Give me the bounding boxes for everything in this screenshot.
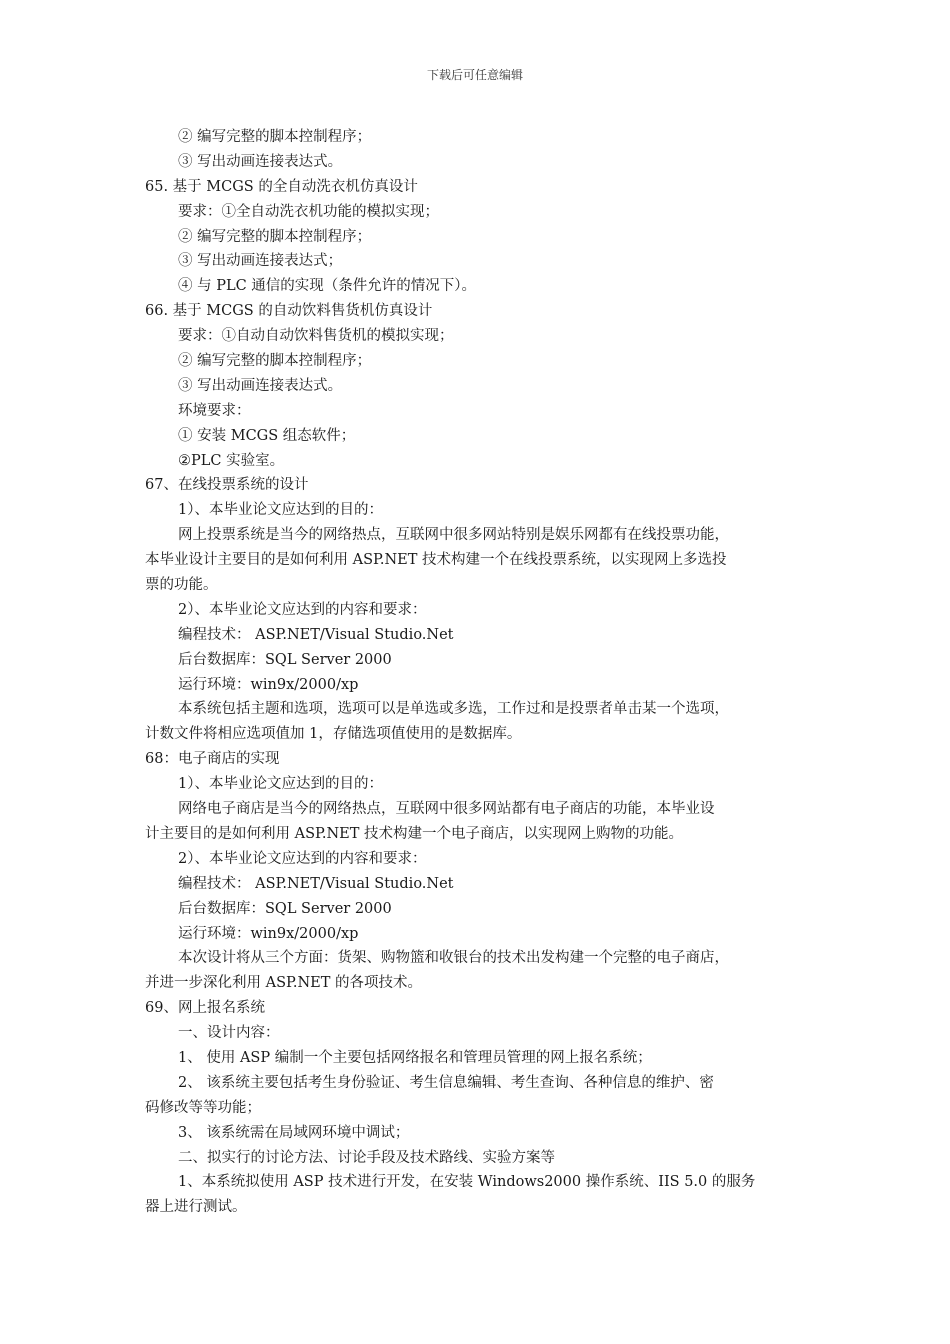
text-line: 要求：①自动自动饮料售货机的模拟实现； [178,328,454,345]
text-line: 2、 该系统主要包括考生身份验证、考生信息编辑、考生查询、各种信息的维护、密 [178,1074,714,1091]
text-line: ② 编写完整的脚本控制程序； [178,353,372,370]
text-line: 65. 基于 MCGS 的全自动洗衣机仿真设计 [145,178,418,195]
text-line: 本系统包括主题和选项，选项可以是单选或多选，工作过和是投票者单击某一个选项， [178,701,729,718]
text-line: 环境要求： [178,402,251,419]
text-line: 编程技术： ASP.NET/Visual Studio.Net [178,875,454,892]
text-line: ① 安装 MCGS 组态软件； [178,427,356,444]
text-line: 编程技术： ASP.NET/Visual Studio.Net [178,626,454,643]
text-line: 2）、本毕业论文应达到的内容和要求： [178,601,427,618]
text-line: 1）、本毕业论文应达到的目的： [178,776,383,793]
text-line: 运行环境：win9x/2000/xp [178,676,359,693]
text-line: 本毕业设计主要目的是如何利用 ASP.NET 技术构建一个在线投票系统，以实现网上多选投 [145,552,727,569]
text-line: 3、 该系统需在局域网环境中调试； [178,1124,410,1141]
text-line: ② 编写完整的脚本控制程序； [178,129,372,145]
text-line: 二、拟实行的讨论方法、讨论手段及技术路线、实验方案等 [178,1149,555,1166]
text-line: 运行环境：win9x/2000/xp [178,925,359,942]
text-line: 码修改等等功能； [145,1099,261,1116]
text-line: 1）、本毕业论文应达到的目的： [178,502,383,519]
text-line: 66. 基于 MCGS 的自动饮料售货机仿真设计 [145,303,433,320]
text-line: 1、 使用 ASP 编制一个主要包括网络报名和管理员管理的网上报名系统； [178,1049,652,1066]
text-line: 网络电子商店是当今的网络热点，互联网中很多网站都有电子商店的功能，本毕业设 [178,801,715,818]
text-line: 计数文件将相应选项值加 1，存储选项值使用的是数据库。 [145,726,522,743]
text-line: ② 编写完整的脚本控制程序； [178,228,372,245]
text-line: 后台数据库：SQL Server 2000 [178,900,392,917]
text-line: ③ 写出动画连接表达式。 [178,153,343,170]
text-line: 计主要目的是如何利用 ASP.NET 技术构建一个电子商店，以实现网上购物的功能。 [145,825,683,842]
text-line: 1、本系统拟使用 ASP 技术进行开发，在安装 Windows2000 操作系统、IIS 5.0 的服务 [178,1174,756,1191]
text-line: 并进一步深化利用 ASP.NET 的各项技术。 [145,975,422,992]
text-line: 69、网上报名系统 [145,1000,265,1017]
text-line: 2）、本毕业论文应达到的内容和要求： [178,850,427,867]
text-line: ③ 写出动画连接表达式。 [178,377,343,394]
text-line: ④ 与 PLC 通信的实现（条件允许的情况下）。 [178,278,477,295]
text-line: ③ 写出动画连接表达式； [178,253,343,270]
text-line: 68：电子商店的实现 [145,751,280,768]
text-line: 本次设计将从三个方面：货架、购物篮和收银台的技术出发构建一个完整的电子商店， [178,950,729,967]
text-line: 一、设计内容： [178,1025,280,1042]
text-line: 票的功能。 [145,577,218,594]
text-line: 网上投票系统是当今的网络热点，互联网中很多网站特别是娱乐网都有在线投票功能， [178,527,729,544]
page-header: 下载后可任意编辑 [426,68,523,82]
text-line: 要求：①全自动洗衣机功能的模拟实现； [178,203,439,220]
text-line: 器上进行测试。 [145,1199,247,1216]
text-line: ②PLC 实验室。 [178,452,285,469]
text-line: 67、在线投票系统的设计 [145,477,309,494]
document-body [145,125,815,1220]
text-line: 后台数据库：SQL Server 2000 [178,651,392,668]
